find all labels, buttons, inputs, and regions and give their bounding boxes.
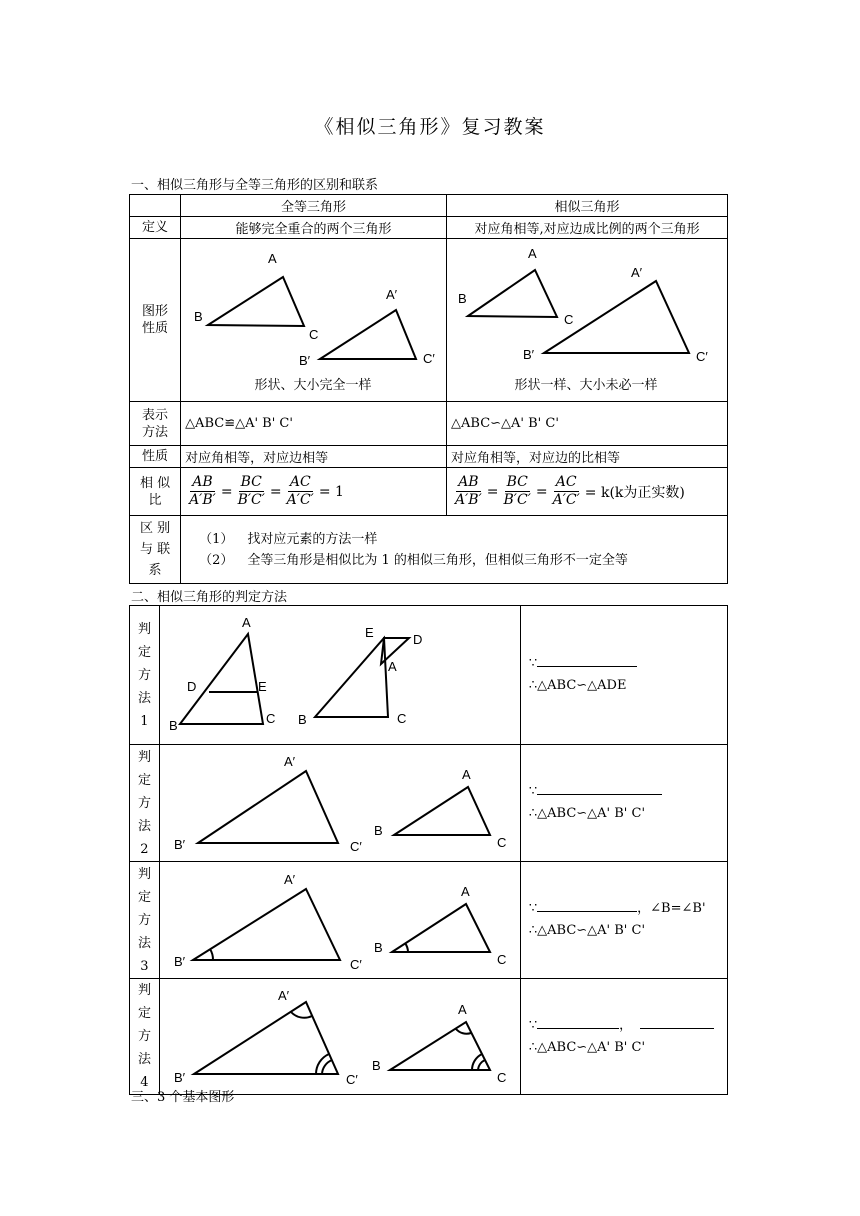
method-3-label: 判 定 方 法 3 (130, 862, 160, 979)
m2-vertex-a-label: A (461, 767, 471, 782)
method-4-figure (160, 980, 519, 1090)
m4-vertex-a1-label: A′ (277, 987, 289, 1003)
header-congruent: 全等三角形 (181, 195, 447, 217)
method-1-label: 判 定 方 法 1 (130, 606, 160, 745)
m3-vertex-b-label: B (373, 940, 383, 955)
property-similar: 对应角相等，对应边的比相等 (447, 446, 728, 468)
figure-label-line1: 图形 (142, 304, 169, 319)
method-3-conditions: ∵ ，∠B=∠B' ∴△ABC∽△A' B' C' (520, 862, 727, 979)
fraction-ab: $\frac{AB}{A'B'}$ (189, 474, 216, 508)
m3-vertex-c-label: C (496, 952, 507, 967)
similar-vertex-a-label: A (528, 246, 537, 261)
m1b-vertex-b-label: B (297, 712, 307, 727)
large-triangle-3 (193, 889, 340, 960)
method-3-figure-cell (159, 862, 520, 979)
relation-label-line1: 区 别 (139, 521, 171, 536)
similar-fraction-bc: $\frac{BC}{B'C'}$ (503, 474, 531, 508)
relation-label-line2: 与 联 (139, 542, 171, 557)
criteria-table (129, 605, 728, 1095)
m1-vertex-a-label: A (241, 615, 251, 630)
m2-vertex-b1-label: B′ (173, 837, 185, 852)
comparison-table (129, 194, 728, 584)
ratio-similar: $\frac{AB}{A'B'}$ = $\frac{BC}{B'C'}$ = $\frac{AC}{A'C'}$ = k(k为正实数) (447, 468, 728, 516)
angle-b-arc (405, 943, 408, 952)
vertex-b-label: B (194, 309, 203, 324)
vertex-c1-label: C′ (423, 351, 435, 366)
small-triangle-2 (394, 787, 490, 835)
relation-label-line3: 系 (148, 563, 162, 578)
header-similar: 相似三角形 (447, 195, 728, 217)
method-1-figure-cell (159, 606, 520, 745)
method-4-label: 判 定 方 法 4 (130, 979, 160, 1095)
method-2-conclusion: ∴△ABC∽△A' B' C' (528, 806, 646, 821)
definition-label: 定义 (130, 217, 181, 239)
notation-label (130, 402, 181, 446)
method-4-blank-2[interactable] (640, 1016, 714, 1029)
property-congruent: 对应角相等，对应边相等 (181, 446, 447, 468)
congruent-triangles-figure (181, 239, 445, 397)
relation-item-1: （1） 找对应元素的方法一样 (199, 531, 378, 547)
similar-ratio-result: = k(k为正实数) (584, 484, 685, 501)
method-2-figure (160, 745, 519, 857)
method-3-blank[interactable] (537, 899, 637, 912)
m3-vertex-b1-label: B′ (173, 954, 185, 969)
ratio-label-line2: 比 (148, 492, 162, 508)
angle-c-arc-2 (478, 1060, 485, 1070)
method-4-blank-1[interactable] (537, 1016, 619, 1029)
fraction-ac: $\frac{AC}{A'C'}$ (286, 474, 314, 508)
ratio-congruent: $\frac{AB}{A'B'}$ = $\frac{BC}{B'C'}$ = $\frac{AC}{A'C'}$ = 1 (181, 468, 447, 516)
relation-content (181, 516, 728, 584)
section-2-heading: 二、相似三角形的判定方法 (131, 590, 288, 605)
similar-vertex-c-label: C (564, 312, 574, 327)
ratio-label-line1: 相 似 (139, 475, 171, 491)
m3-vertex-a1-label: A′ (283, 872, 295, 887)
similar-triangles-figure (447, 239, 726, 397)
large-triangle-2 (198, 771, 338, 843)
method-3-extra: ，∠B=∠B' (637, 901, 706, 916)
ratio-label (130, 468, 181, 516)
similar-vertex-b1-label: B′ (523, 347, 535, 362)
vertex-c-label: C (309, 327, 319, 342)
m4-vertex-c1-label: C′ (345, 1071, 358, 1087)
m4-vertex-b1-label: B′ (173, 1069, 185, 1085)
method-3-conclusion: ∴△ABC∽△A' B' C' (528, 923, 646, 938)
similar-fraction-ac: $\frac{AC}{A'C'}$ (552, 474, 580, 508)
method-2-blank[interactable] (537, 782, 662, 795)
method-2-label: 判 定 方 法 2 (130, 745, 160, 862)
similar-caption: 形状一样、大小未必一样 (514, 377, 658, 392)
relation-item-2: （2） 全等三角形是相似比为 1 的相似三角形，但相似三角形不一定全等 (199, 552, 628, 568)
figure-label-line2: 性质 (142, 321, 169, 336)
small-triangle-abc (468, 270, 557, 317)
triangle-abc-2 (315, 638, 388, 717)
vertex-a-label: A (268, 251, 277, 266)
triangle-abc (208, 277, 304, 326)
m1-vertex-d-label: D (186, 679, 197, 694)
congruent-ratio-result: = 1 (318, 483, 344, 500)
small-triangle-4 (390, 1022, 490, 1070)
m4-vertex-c-label: C (496, 1069, 507, 1085)
angle-c1-arc-2 (322, 1060, 332, 1074)
method-4-conclusion: ∴△ABC∽△A' B' C' (528, 1039, 646, 1055)
m1b-vertex-d-label: D (412, 632, 423, 647)
method-4-extra: ， (619, 1017, 633, 1033)
method-1-blank[interactable] (537, 654, 637, 667)
method-1-conditions: ∵ ∴△ABC∽△ADE (520, 606, 727, 745)
method-1-figure (160, 606, 519, 740)
m2-vertex-a1-label: A′ (283, 754, 295, 769)
section-1-heading: 一、相似三角形与全等三角形的区别和联系 (131, 178, 379, 193)
vertex-a1-label: A′ (386, 287, 398, 302)
relation-label (130, 516, 181, 584)
m1-vertex-b-label: B (168, 718, 178, 733)
similar-vertex-c1-label: C′ (696, 349, 708, 364)
figure-label (130, 239, 181, 402)
congruent-caption: 形状、大小完全一样 (254, 377, 372, 392)
m1-vertex-c-label: C (265, 711, 276, 726)
triangle-a1b1c1 (320, 310, 416, 359)
notation-similar: △ABC∽△A' B' C' (447, 402, 728, 446)
fraction-bc: $\frac{BC}{B'C'}$ (237, 474, 265, 508)
method-2-conditions: ∵ ∴△ABC∽△A' B' C' (520, 745, 727, 862)
m4-vertex-a-label: A (457, 1001, 467, 1017)
vertex-b1-label: B′ (299, 353, 311, 368)
method-4-figure-cell (159, 979, 520, 1095)
section-3-heading: 三、3 个基本图形 (131, 1090, 235, 1105)
similar-figure-cell (447, 239, 728, 402)
angle-b1-arc (210, 949, 213, 960)
notation-label-line1: 表示 (142, 407, 169, 423)
method-1-conclusion: ∴△ABC∽△ADE (528, 678, 627, 693)
method-2-figure-cell (159, 745, 520, 862)
m4-vertex-b-label: B (371, 1057, 381, 1073)
m2-vertex-c-label: C (496, 835, 507, 850)
large-triangle-4 (194, 1002, 338, 1074)
notation-congruent: △ABC≌△A' B' C' (181, 402, 447, 446)
method-4-conditions: ∵ ， ∴△ABC∽△A' B' C' (520, 979, 727, 1095)
m3-vertex-a-label: A (460, 884, 470, 899)
definition-similar: 对应角相等,对应边成比例的两个三角形 (447, 217, 728, 239)
similar-fraction-ab: $\frac{AB}{A'B'}$ (455, 474, 482, 508)
method-3-figure (160, 862, 519, 974)
m1-vertex-e-label: E (257, 679, 267, 694)
m1b-vertex-a-label: A (387, 659, 397, 674)
m1b-vertex-e-label: E (364, 625, 374, 640)
congruent-figure-cell (181, 239, 447, 402)
m2-vertex-b-label: B (373, 823, 383, 838)
definition-congruent: 能够完全重合的两个三角形 (181, 217, 447, 239)
notation-label-line2: 方法 (142, 424, 169, 440)
m3-vertex-c1-label: C′ (349, 957, 362, 972)
angle-a1-arc (291, 1012, 312, 1018)
similar-vertex-b-label: B (458, 291, 467, 306)
m2-vertex-c1-label: C′ (349, 839, 362, 854)
header-blank (130, 195, 181, 217)
page-title: 《相似三角形》复习教案 (314, 116, 546, 138)
m1b-vertex-c-label: C (396, 711, 407, 726)
property-label: 性质 (130, 446, 181, 468)
similar-vertex-a1-label: A′ (631, 265, 643, 280)
